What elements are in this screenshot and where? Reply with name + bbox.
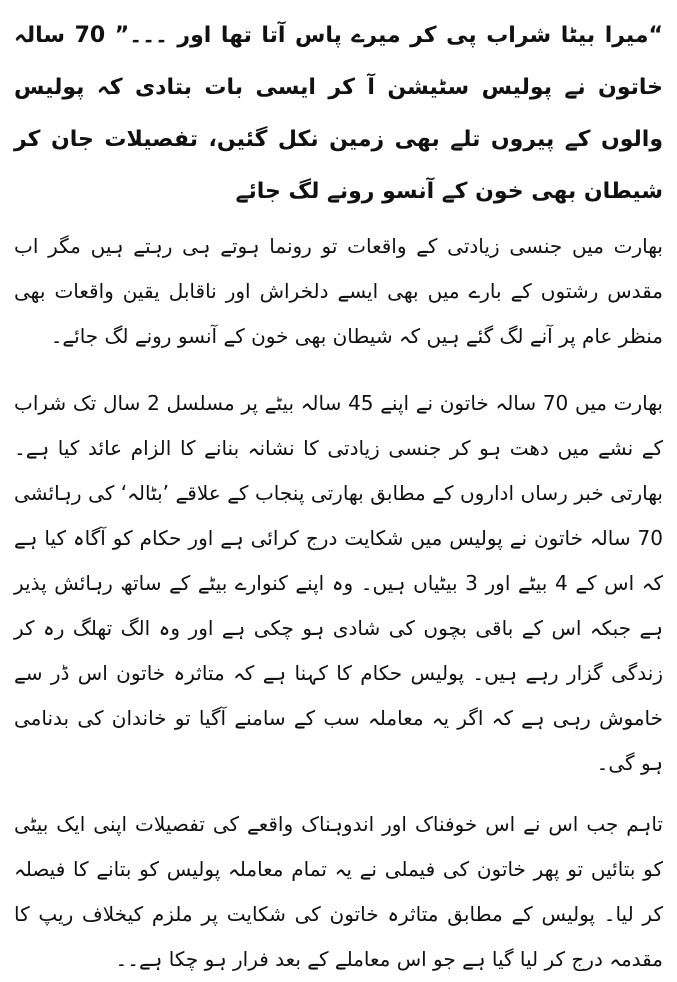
article-paragraph: بھارت میں 70 سالہ خاتون نے اپنے 45 سالہ بیٹے پر مسلسل 2 سال تک شراب کے نشے میں دھت ہو کر جنسی زیادتی کا نشانہ بنانے کا الزام عائد کیا ہے۔ بھارتی خبر رساں اداروں کے مطابق بھارتی پنجاب کے علاقے ’بٹالہ‘ کی رہائشی 70 سالہ خاتون نے پولیس میں شکایت درج کرائی ہے اور حکام کو آگاہ کیا ہے کہ اس کے 4 بیٹے اور 3 بیٹیاں ہیں۔ وہ اپنے کنوارے بیٹے کے ساتھ رہائش پذیر ہے جبکہ اس کے باقی بچوں کی شادی ہو چکی ہے اور وہ الگ تھلگ رہ کر زندگی گزار رہے ہیں۔ پولیس حکام کا کہنا ہے کہ متاثرہ خاتون اس ڈر سے خاموش رہی ہے کہ اگر یہ معاملہ سب کے سامنے آگیا تو خاندان کی بدنامی ہو گی۔ <box>14 391 663 775</box>
article-paragraph: بھارت میں جنسی زیادتی کے واقعات تو رونما ہوتے ہی رہتے ہیں مگر اب مقدس رشتوں کے بارے میں بھی ایسے دلخراش اور ناقابل یقین واقعات بھی منظر عام پر آنے لگ گئے ہیں کہ شیطان بھی خون کے آنسو رونے لگ جائے۔ <box>14 234 663 348</box>
article-headline: “میرا بیٹا شراب پی کر میرے پاس آتا تھا اور ۔۔۔” 70 سالہ خاتون نے پولیس سٹیشن آ کر ایسی بات بتادی کہ پولیس والوں کے پیروں تلے بھی زمین نکل گئیں، تفصیلات جان کر شیطان بھی خون کے آنسو رونے لگ جائے <box>14 23 663 204</box>
article-paragraph: تاہم جب اس نے اس خوفناک اور اندوہناک واقعے کی تفصیلات اپنی ایک بیٹی کو بتائیں تو پھر خاتون کی فیملی نے یہ تمام معاملہ پولیس کو بتانے کا فیصلہ کر لیا۔ پولیس کے مطابق متاثرہ خاتون کی شکایت پر ملزم کیخلاف ریپ کا مقدمہ درج کر لیا گیا ہے جو اس معاملے کے بعد فرار ہو چکا ہے۔۔ <box>14 812 663 971</box>
